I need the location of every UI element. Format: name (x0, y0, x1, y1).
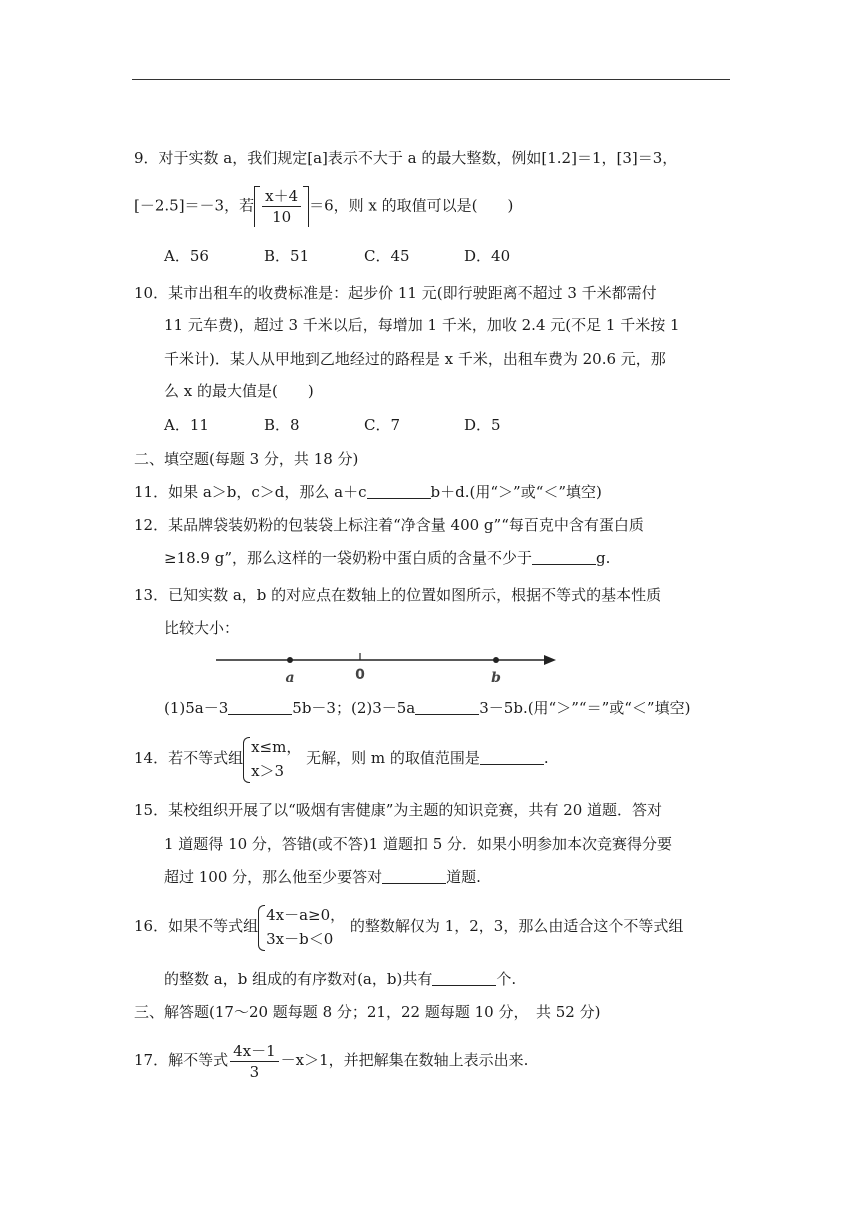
q10-options (164, 415, 501, 435)
q14-blank (480, 750, 544, 765)
point-a (287, 657, 293, 663)
q15-line3-post: 道题. (446, 868, 481, 886)
section-3-heading: 三、解答题(17～20 题每题 8 分；21，22 题每题 10 分， 共 52 分) (134, 1003, 601, 1021)
q10-option-d: D．5 (464, 416, 501, 434)
q9-line1: 9．对于实数 a，我们规定[a]表示不大于 a 的最大整数，例如[1.2]＝1，[3]＝3， (134, 149, 678, 167)
q13-line3-c: 3－5b.(用“＞”“＝”或“＜”填空) (479, 699, 691, 717)
q12-line1: 12．某品牌袋装奶粉的包装袋上标注着“净含量 400 g”“每百克中含有蛋白质 (134, 516, 644, 534)
q13-blank-1 (228, 700, 292, 715)
number-line-arrow-icon (544, 655, 556, 665)
q9-line2-pre: [－2.5]＝－3，若 (134, 196, 255, 215)
q13-line3-a: (1)5a－3 (164, 699, 229, 717)
q14 (134, 734, 549, 783)
q14-inequality-system (243, 735, 301, 783)
q10-option-c: C．7 (364, 416, 401, 434)
q11-pre: 11．如果 a＞b，c＞d，那么 a＋c (134, 483, 367, 501)
q9-floor-fraction (254, 186, 309, 227)
q16-line2-post: 个. (496, 970, 517, 988)
q10-line2: 11 元车费)，超过 3 千米以后，每增加 1 千米，加收 2.4 元(不足 1 千米按 1 (164, 316, 680, 334)
q13-line1: 13．已知实数 a，b 的对应点在数轴上的位置如图所示，根据不等式的基本性质 (134, 586, 662, 604)
header-rule (132, 79, 730, 80)
q12-line2 (164, 548, 610, 568)
q9-option-d: D．40 (464, 247, 511, 265)
q9-line2 (134, 186, 513, 227)
q15-line2: 1 道题得 10 分，答错(或不答)1 道题扣 5 分．如果小明参加本次竞赛得分要 (164, 835, 673, 853)
q10-line4: 么 x 的最大值是( ) (164, 382, 314, 400)
q16-inequality-system (258, 903, 345, 951)
q11-post: b＋d.(用“＞”或“＜”填空) (430, 483, 602, 501)
q16-post: 的整数解仅为 1，2，3，那么由适合这个不等式组 (345, 917, 684, 935)
q9-frac-num: x＋4 (262, 186, 301, 207)
q17-pre: 17．解不等式 (134, 1051, 229, 1069)
q17-frac-den: 3 (249, 1062, 260, 1081)
q13-line3-b: 5b－3；(2)3－5a (292, 699, 416, 717)
label-zero: 0 (355, 667, 365, 683)
q16-sys-row1: 4x－a≥0， (266, 906, 346, 924)
q13-blank-2 (415, 700, 479, 715)
label-b: b (491, 670, 501, 686)
q9-option-b: B．51 (264, 247, 310, 265)
q16-sys-row2: 3x－b＜0 (266, 930, 334, 948)
q14-end: . (543, 749, 549, 767)
q14-pre: 14．若不等式组 (134, 749, 244, 767)
q9-options (164, 246, 510, 266)
q10-line3: 千米计)．某人从甲地到乙地经过的路程是 x 千米，出租车费为 20.6 元，那 (164, 350, 666, 368)
q11-blank (367, 484, 431, 499)
q10-option-a: A．11 (164, 416, 209, 434)
q16-line2 (164, 969, 516, 989)
q9-line2-post: ＝6，则 x 的取值可以是( ) (309, 196, 514, 215)
q11 (134, 482, 602, 502)
q14-post: 无解，则 m 的取值范围是 (301, 749, 480, 767)
q14-sys-row1: x≤m， (251, 738, 302, 756)
point-b (493, 657, 499, 663)
q13-line2: 比较大小： (164, 619, 240, 637)
q17-fraction (230, 1041, 279, 1082)
q12-line2-post: g. (596, 549, 611, 567)
q17-post: －x＞1，并把解集在数轴上表示出来. (280, 1051, 529, 1069)
q17-frac-num: 4x－1 (230, 1041, 279, 1062)
q9-option-c: C．45 (364, 247, 410, 265)
q15-line3-pre: 超过 100 分，那么他至少要答对 (164, 868, 383, 886)
q15-line1: 15．某校组织开展了以“吸烟有害健康”为主题的知识竞赛，共有 20 道题．答对 (134, 801, 663, 819)
section-2-heading: 二、填空题(每题 3 分，共 18 分) (134, 450, 359, 468)
q15-blank (382, 869, 446, 884)
q9-frac-den: 10 (272, 208, 292, 226)
q15-line3 (164, 867, 481, 887)
number-line-figure (210, 648, 570, 688)
q10-option-b: B．8 (264, 416, 300, 434)
q17 (134, 1040, 528, 1082)
q14-sys-row2: x＞3 (251, 762, 285, 780)
q10-line1: 10．某市出租车的收费标准是：起步价 11 元(即行驶距离不超过 3 千米都需付 (134, 284, 657, 302)
label-a: a (285, 670, 295, 686)
q12-line2-pre: ≥18.9 g”，那么这样的一袋奶粉中蛋白质的含量不少于 (164, 549, 533, 567)
q9-option-a: A．56 (164, 247, 209, 265)
q16-line2-pre: 的整数 a，b 组成的有序数对(a，b)共有 (164, 970, 433, 988)
q16-pre: 16．如果不等式组 (134, 917, 259, 935)
q16-blank (432, 971, 496, 986)
q13-line3 (164, 698, 690, 718)
q12-blank (532, 550, 596, 565)
q16 (134, 902, 683, 951)
